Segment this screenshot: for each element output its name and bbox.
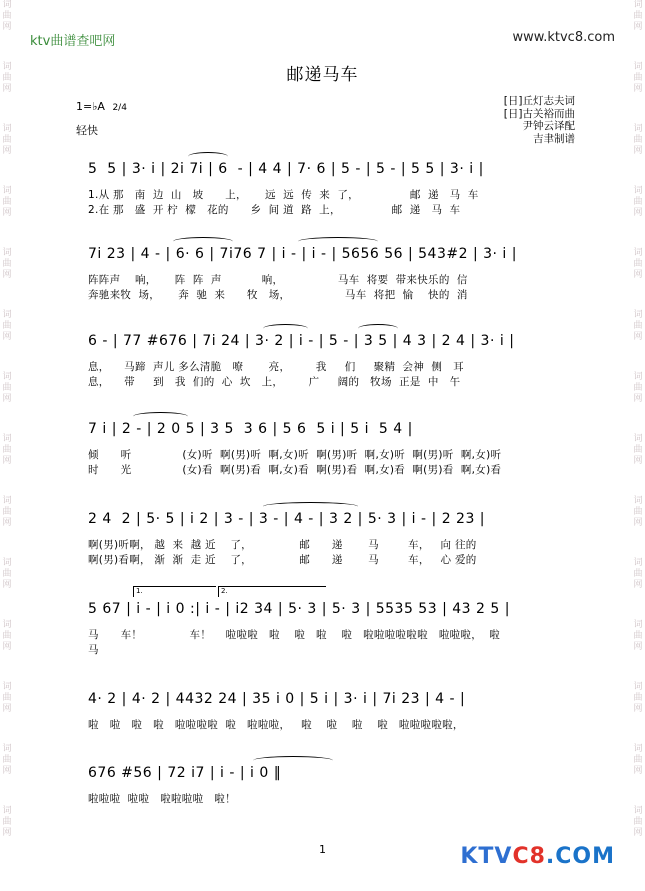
lyrics-verse-1: 马 车！ 车！ 啦啦啦 啦 啦 啦 啦 啦啦啦啦啦啦 啦啦啦， 啦 [88,629,501,641]
lyrics-line: 啦啦啦 啦啦 啦啦啦啦 啦！ [88,793,236,805]
notation-line: 676 #56 | 72 i7 | i - | i 0 ‖ [88,765,282,781]
side-watermark-text: 词 曲 网 [633,310,643,342]
song-title: 邮递马车 [286,65,359,85]
side-watermark-text: 词 曲 网 [2,0,12,32]
lyrics-verse-1: 啊(男)听啊， 越 来 越 近 了， 邮 递 马 车， 向 往的 [88,539,477,551]
side-watermark-text: 词 曲 网 [2,372,12,404]
lyrics-verse-2: 奔驰来牧 场， 奔 驰 来 牧 场， 马车 将把 愉 快的 消 [88,289,468,301]
ktvc8-logo: KTVC8.COM [460,844,615,869]
time-signature: 2/4 [112,103,127,113]
side-watermark-text: 词 曲 网 [2,744,12,776]
side-watermark-text: 词 曲 网 [2,124,12,156]
side-watermark-text: 词 曲 网 [633,620,643,652]
side-watermark-text: 词 曲 网 [2,62,12,94]
side-watermark-text: 词 曲 网 [633,248,643,280]
credit-lyricist: [日]丘灯志夫词 [503,95,575,107]
side-watermark-text: 词 曲 网 [633,806,643,838]
key-signature [76,100,127,113]
lyrics-verse-2: 息， 带 到 我 们的 心 坎 上， 广 阔的 牧场 正是 中 午 [88,376,461,388]
volta-first-ending: 1. [133,586,216,597]
side-watermark-text: 词 曲 网 [633,124,643,156]
side-watermark-text: 词 曲 网 [2,434,12,466]
lyrics-verse-2: 啊(男)看啊， 渐 渐 走 近 了， 邮 递 马 车， 心 爱的 [88,554,477,566]
side-watermark-text: 词 曲 网 [633,62,643,94]
lyrics-verse-2: 马 [88,644,99,656]
side-watermark-text: 词 曲 网 [633,372,643,404]
key-label: 1=♭A [76,100,105,113]
side-watermark-text: 词 曲 网 [2,620,12,652]
side-watermark-right [631,0,645,891]
notation-line: 5 5 | 3· i | 2i 7i | 6 - | 4 4 | 7· 6 | 5 - | 5 - | 5 5 | 3· i | [88,161,484,177]
side-watermark-text: 词 曲 网 [2,186,12,218]
side-watermark-text: 词 曲 网 [2,682,12,714]
tempo-marking: 轻快 [76,124,98,137]
lyrics-line: 啦 啦 啦 啦 啦啦啦啦 啦 啦啦啦， 啦 啦 啦 啦 啦啦啦啦啦， [88,719,464,731]
side-watermark-text: 词 曲 网 [633,0,643,32]
lyrics-verse-1: 1.从 那 南 边 山 坡 上， 远 远 传 来 了， 邮 递 马 车 [88,189,479,201]
side-watermark-text: 词 曲 网 [633,496,643,528]
side-watermark-text: 词 曲 网 [2,248,12,280]
side-watermark-text: 词 曲 网 [633,744,643,776]
credit-translator: 尹钟云译配 [522,120,575,132]
notation-line: 5 67 | i - | i 0 :| i - | i2 34 | 5· 3 | 5· 3 | 5535 53 | 43 2 5 | [88,601,510,617]
side-watermark-text: 词 曲 网 [633,682,643,714]
side-watermark-text: 词 曲 网 [2,496,12,528]
side-watermark-text: 词 曲 网 [633,186,643,218]
notation-line: 7 i | 2 - | 2 0 5 | 3 5 3 6 | 5 6 5 i | 5 i 5 4 | [88,421,413,437]
side-watermark-text: 词 曲 网 [2,806,12,838]
notation-line: 4· 2 | 4· 2 | 4432 24 | 35 i 0 | 5 i | 3· i | 7i 23 | 4 - | [88,691,466,707]
site-name-left[interactable]: ktv曲谱查吧网 [30,34,116,49]
side-watermark-text: 词 曲 网 [633,558,643,590]
credit-composer: [日]古关裕而曲 [503,107,575,120]
page-number: 1 [319,843,326,856]
lyrics-verse-1: 倾 听 (女)听 啊(男)听 啊,女)听 啊(男)听 啊,女)听 啊(男)听 啊,女)听 [88,449,502,461]
side-watermark-text: 词 曲 网 [633,434,643,466]
notation-line: 7i 23 | 4 - | 6· 6 | 7i76 7 | i - | i - | 5656 56 | 543#2 | 3· i | [88,246,517,262]
credit-notation: 吉聿制谱 [533,132,575,145]
lyrics-verse-2: 2.在 那 盛 开 柠 檬 花的 乡 间 道 路 上， 邮 递 马 车 [88,204,461,216]
side-watermark-text: 词 曲 网 [2,558,12,590]
lyrics-verse-1: 阵阵声 响， 阵 阵 声 响， 马车 将要 带来快乐的 信 [88,274,468,286]
lyrics-verse-1: 息， 马蹄 声儿 多么清脆 嘹 亮， 我 们 聚精 会神 侧 耳 [88,361,464,373]
side-watermark-text: 词 曲 网 [2,310,12,342]
side-watermark-left [0,0,14,891]
notation-line: 2 4 2 | 5· 5 | i 2 | 3 - | 3 - | 4 - | 3 2 | 5· 3 | i - | 2 23 | [88,511,486,527]
lyrics-verse-2: 时 光 (女)看 啊(男)看 啊,女)看 啊(男)看 啊,女)看 啊(男)看 啊,女)看 [88,464,502,476]
site-url-right[interactable]: www.ktvc8.com [512,30,615,45]
credits-block [504,95,575,145]
volta-second-ending: 2. [218,586,326,597]
notation-line: 6 - | 77 #676 | 7i 24 | 3· 2 | i - | 5 - | 3 5 | 4 3 | 2 4 | 3· i | [88,333,515,349]
